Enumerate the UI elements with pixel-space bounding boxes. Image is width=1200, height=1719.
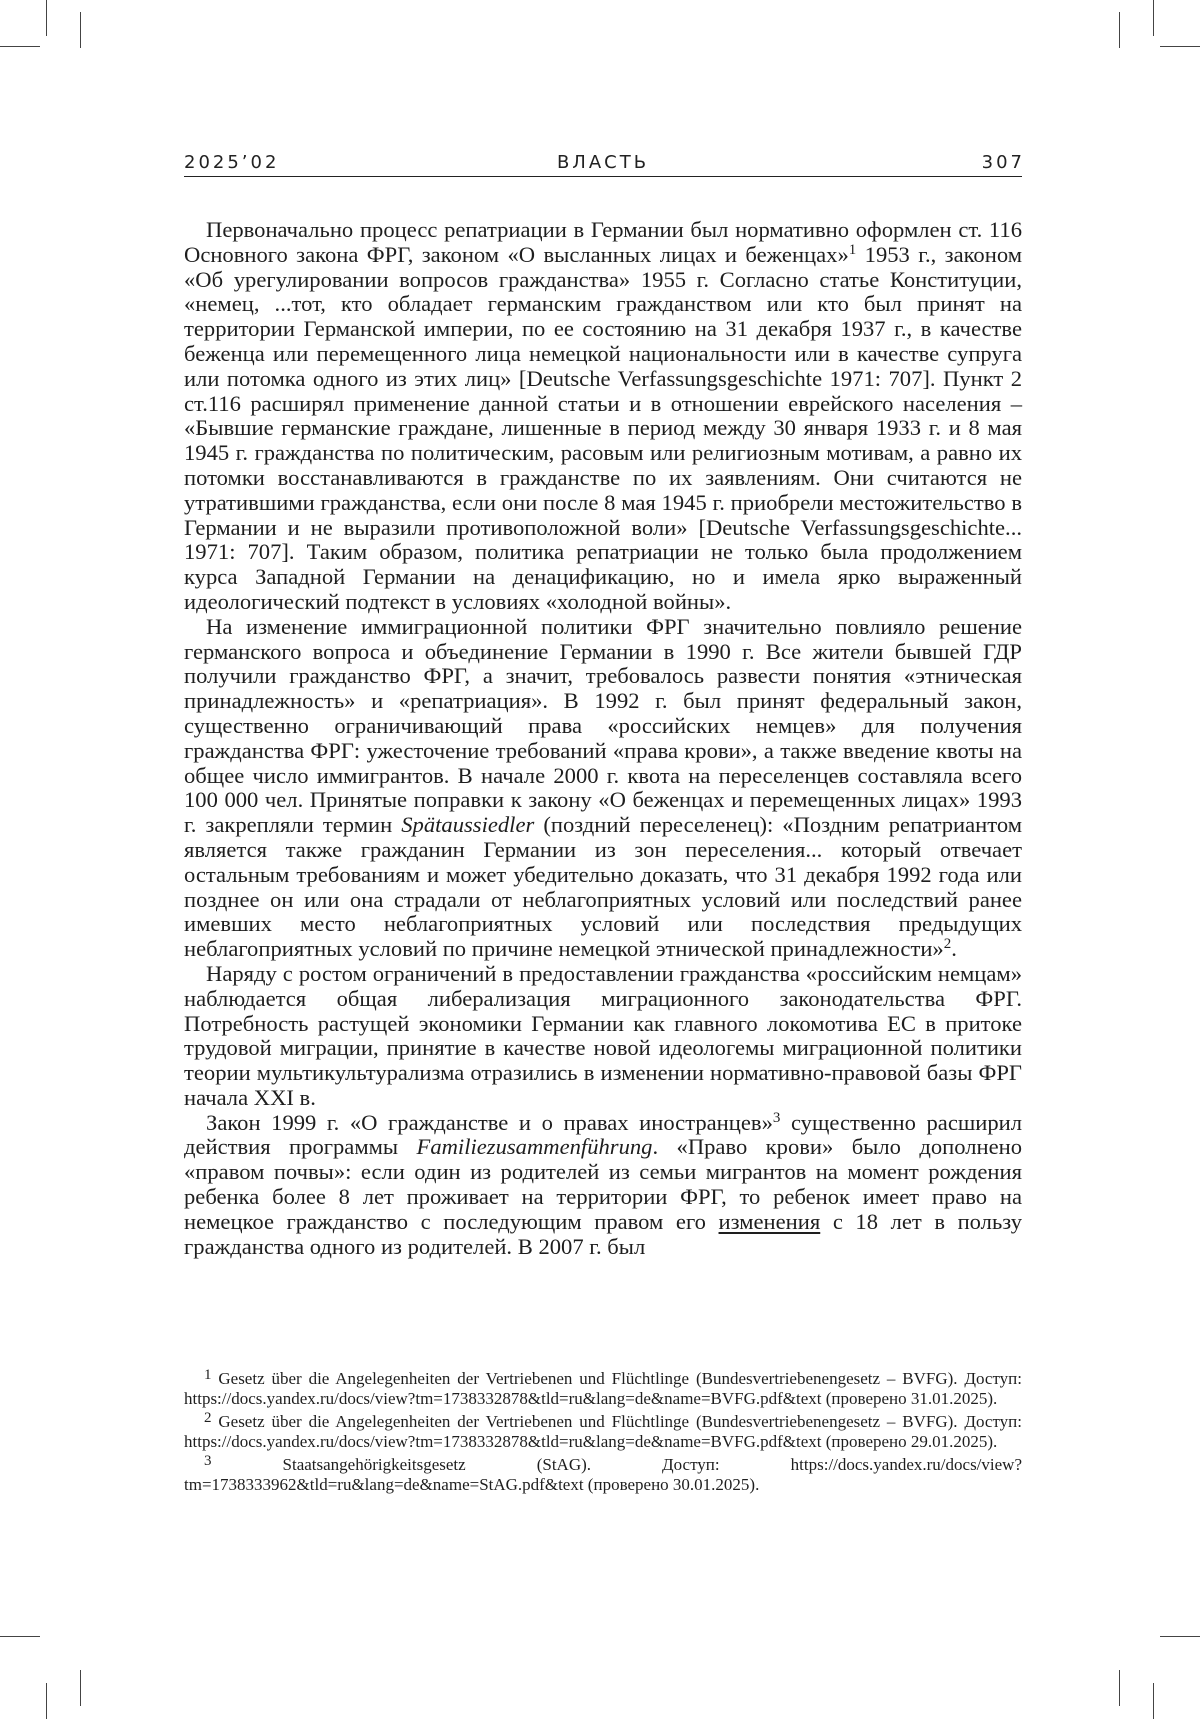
paragraph bbox=[184, 962, 1022, 1111]
crop-mark bbox=[0, 1636, 40, 1637]
main-text bbox=[184, 218, 1022, 1259]
crop-mark bbox=[1119, 1670, 1120, 1706]
issue-number: 2025’02 bbox=[184, 152, 279, 173]
footnote-text: Gesetz über die Angelegenheiten der Vertriebenen und Flüchtlinge (Bundesvertriebenengesetz – BVFG). Доступ: https://docs.yandex.ru/docs/view?tm=1738332878&tld=ru&lang=de&name=BVFG.pdf&text (проверено 31.01.2025). bbox=[184, 1369, 1022, 1408]
paragraph bbox=[184, 1111, 1022, 1260]
footnote-ref[interactable]: 1 bbox=[849, 242, 857, 258]
footnote-text: Gesetz über die Angelegenheiten der Vertriebenen und Flüchtlinge (Bundesvertriebenengesetz – BVFG). Доступ: https://docs.yandex.ru/docs/view?tm=1738332878&tld=ru&lang=de&name=BVFG.pdf&text (проверено 29.01.2025). bbox=[184, 1412, 1022, 1451]
text-run: Первоначально процесс репатриации в Германии был нормативно оформлен ст. 116 Основного закона ФРГ, законом «О высланных лицах и беженцах» bbox=[184, 217, 1022, 267]
footnote bbox=[184, 1369, 1022, 1409]
footnote-ref[interactable]: 2 bbox=[944, 936, 952, 952]
crop-mark bbox=[0, 46, 40, 47]
crop-mark bbox=[1119, 12, 1120, 48]
italic-term: Spätaussiedler bbox=[401, 812, 534, 837]
footnote bbox=[184, 1455, 1022, 1495]
text-run: . «Право крови» было дополнено «правом почвы»: если один из родителей из семьи мигрантов на момент рождения ребенка более 8 лет проживает на территории ФРГ, то ребенок имеет право на немецкое гражданство с последующим правом его bbox=[184, 1134, 1022, 1233]
footnotes bbox=[184, 1369, 1022, 1498]
crop-mark bbox=[1153, 0, 1154, 36]
text-run: (поздний переселенец): «Поздним репатриантом является также гражданин Германии из зон переселения... который отвечает остальным требованиям и может убедительно доказать, что 31 декабря 1992 года или позднее он или она страдали от неблагоприятных условий или последствий ранее имевших место неблагоприятных условий или последствия предыдущих неблагоприятных условий по причине немецкой этнической принадлежности» bbox=[184, 812, 1022, 961]
footnote-number: 1 bbox=[204, 1367, 212, 1383]
crop-mark bbox=[46, 1683, 47, 1719]
crop-mark bbox=[1153, 1683, 1154, 1719]
crop-mark bbox=[46, 0, 47, 36]
underlined-word: изменения bbox=[719, 1209, 821, 1234]
footnote-number: 3 bbox=[204, 1453, 212, 1469]
text-run: существенно расширил действия программы bbox=[184, 1110, 1022, 1160]
crop-mark bbox=[1160, 46, 1200, 47]
journal-title: ВЛАСТЬ bbox=[184, 152, 1022, 173]
text-run: с 18 лет в пользу гражданства одного из родителей. В 2007 г. был bbox=[184, 1209, 1022, 1259]
text-run: Наряду с ростом ограничений в предоставлении гражданства «российским немцам» наблюдается общая либерализация миграционного законодательства ФРГ. Потребность растущей экономики Германии как главного локомотива ЕС в притоке трудовой миграции, принятие в качестве новой идеологемы миграционной политики теории мультикультурализма отразились в изменении нормативно-правовой базы ФРГ начала XXI в. bbox=[184, 961, 1022, 1110]
text-run: Закон 1999 г. «О гражданстве и о правах иностранцев» bbox=[206, 1110, 773, 1135]
text-run: . bbox=[951, 936, 957, 961]
page-number: 307 bbox=[982, 152, 1025, 173]
text-run: На изменение иммиграционной политики ФРГ значительно повлияло решение германского вопроса и объединение Германии в 1990 г. Все жители бывшей ГДР получили гражданство ФРГ, а значит, требовалось развести понятия «этническая принадлежность» и «репатриация». В 1992 г. был принят федеральный закон, существенно ограничивающий права «российских немцев» для получения гражданства ФРГ: ужесточение требований «права крови», а также введение квоты на общее число иммигрантов. В начале 2000 г. квота на переселенцев составляла всего 100 000 чел. Принятые поправки к закону «О беженцах и перемещенных лицах» 1993 г. закрепляли термин bbox=[184, 614, 1022, 837]
italic-term: Familiezusammenführung bbox=[417, 1134, 653, 1159]
text-run: 1953 г., законом «Об урегулировании вопросов гражданства» 1955 г. Согласно статье Конституции, «немец, ...тот, кто обладает германским гражданством или кто был принят на территории Германской империи, по ее состоянию на 31 декабря 1937 г., в качестве беженца или перемещенного лица немецкой национальности или в качестве супруга или потомка одного из этих лиц» [Deutsche Verfassungsgeschichte 1971: 707]. Пункт 2 ст.116 расширял применение данной статьи и в отношении еврейского населения – «Бывшие германские граждане, лишенные в период между 30 января 1933 г. и 8 мая 1945 г. гражданства по политическим, расовым или религиозным мотивам, а равно их потомки восстанавливаются в гражданстве по их заявлениям. Они считаются не утратившими гражданства, если они после 8 мая 1945 г. приобрели местожительство в Германии и не выразили противоположной воли» [Deutsche Verfassungsgeschichte... 1971: 707]. Таким образом, политика репатриации не только была продолжением курса Западной Германии на денацификацию, но и имела ярко выраженный идеологический подтекст в условиях «холодной войны». bbox=[184, 242, 1022, 614]
footnote bbox=[184, 1412, 1022, 1452]
crop-mark bbox=[80, 1670, 81, 1706]
footnote-text: Staatsangehörigkeitsgesetz (StAG). Доступ: https://docs.yandex.ru/docs/view?tm=1738333962&tld=ru&lang=de&name=StAG.pdf&text (проверено 30.01.2025). bbox=[184, 1455, 1022, 1494]
paragraph bbox=[184, 615, 1022, 962]
footnote-number: 2 bbox=[204, 1410, 212, 1426]
crop-mark bbox=[80, 12, 81, 48]
crop-mark bbox=[1160, 1636, 1200, 1637]
running-header bbox=[184, 150, 1022, 177]
paragraph bbox=[184, 218, 1022, 615]
footnote-ref[interactable]: 3 bbox=[773, 1110, 781, 1126]
